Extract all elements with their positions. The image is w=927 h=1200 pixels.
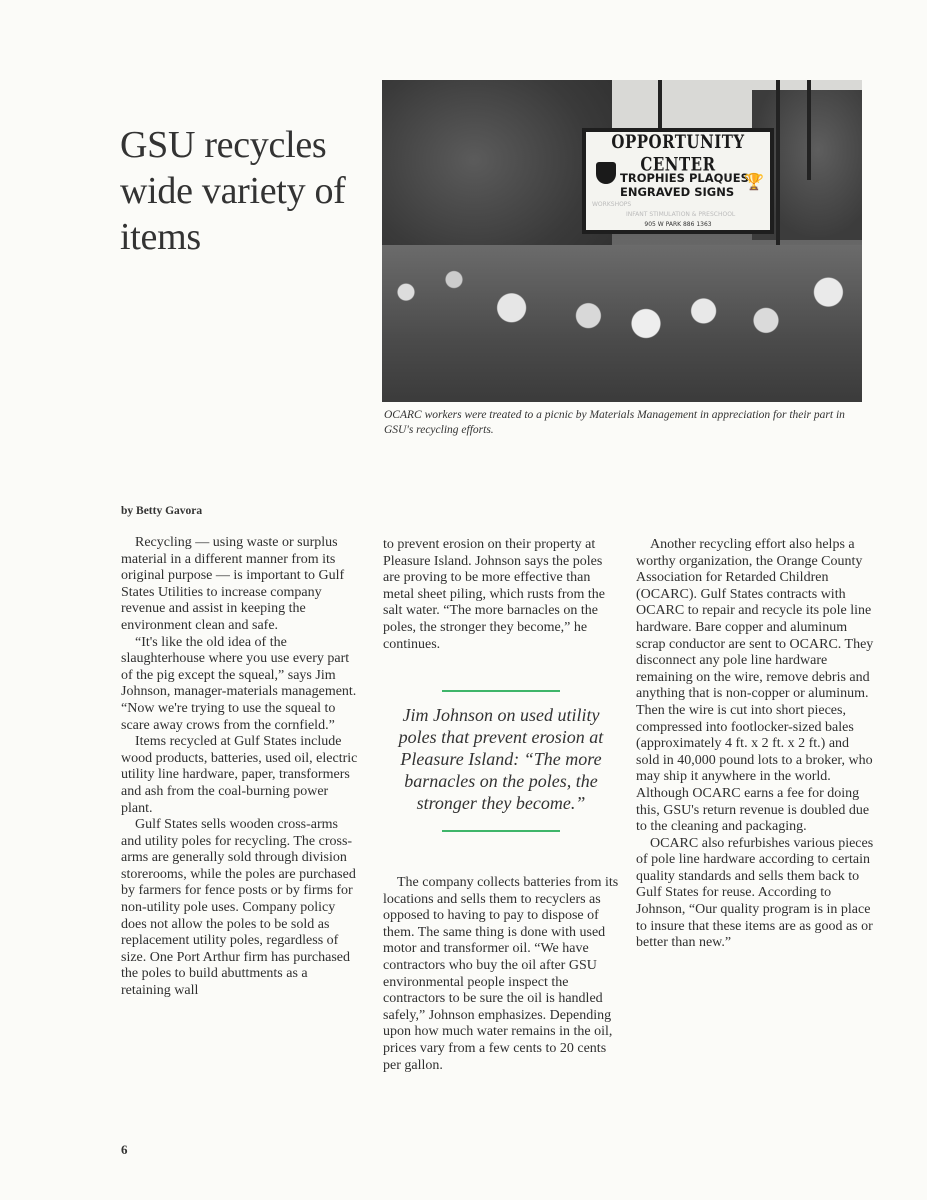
byline: by Betty Gavora — [121, 505, 203, 517]
paragraph: The company collects batteries from its locations and sells them to recyclers as opposed to having to pay to dispose of them. The same thing is done with used motor and transformer oil. “We have contractors who buy the oil after GSU environmental people inspect the contractors to be sure the oil is handled safely,” Johnson emphasizes. Depending upon how much water remains in the oil, prices vary from a few cents to 20 cents per gallon. — [383, 875, 619, 1073]
column-1 — [121, 535, 359, 1000]
pull-quote — [383, 690, 619, 832]
paragraph: Gulf States sells wooden cross-arms and utility poles for recycling. The cross-arms are generally sold through division storerooms, while the poles are purchased by farmers for fence posts or by firms for non-utility pole uses. Company policy does not allow the poles to be sold as replacement utility poles, regardless of size. One Port Arthur firm has purchased the poles to build abuttments as a retaining wall — [121, 817, 356, 999]
sign-line-2: ENGRAVED SIGNS — [620, 185, 735, 199]
photo-crowd — [382, 245, 862, 402]
paragraph: OCARC also refurbishes various pieces of pole line hardware according to certain quality standards and sells them back to Gulf States for reuse. According to Johnson, “Our quality program is in place to insure that these items are as good as or better than new.” — [636, 835, 874, 951]
page-number: 6 — [121, 1142, 128, 1157]
paragraph: Items recycled at Gulf States include wood products, batteries, used oil, electric utility line hardware, paper, transformers and ash from the coal-burning power plant. — [121, 734, 358, 816]
paragraph: Another recycling effort also helps a worthy organization, the Orange County Association for Retarded Children (OCARC). Gulf States contracts with OCARC to repair and recycle its pole line hardware. Bare copper and aluminum scrap conductor are sent to OCARC. They disconnect any pole line hardware remaining on the wire, remove debris and anything that is non-copper or aluminum. Then the wire is cut into short pieces, compressed into footlocker-sized bales (approximately 4 ft. x 2 ft. x 2 ft.) and sold in 40,000 pound lots to a broker, who may ship it anywhere in the world. Although OCARC earns a fee for doing this, GSU's return revenue is doubled due to the cleaning and packaging. — [636, 537, 874, 835]
sign-address: 905 W PARK 886 1363 — [644, 221, 712, 228]
group-photo — [382, 80, 862, 402]
utility-pole — [807, 80, 811, 180]
pullquote-text: Jim Johnson on used utility poles that prevent erosion at Pleasure Island: “The more barnacles on the poles, the stronger they become.” — [398, 705, 604, 813]
paragraph: to prevent erosion on their property at Pleasure Island. Johnson says the poles are proving to be more effective than metal sheet piling, which rusts from the salt water. “The more barnacles on the poles, the stronger they become,” he continues. — [383, 537, 606, 652]
headline: GSU recycles wide variety of items — [120, 124, 346, 258]
pullquote-rule-top — [442, 690, 560, 692]
sign-small-line-2: INFANT STIMULATION & PRESCHOOL — [626, 211, 736, 218]
utility-pole — [658, 80, 662, 130]
paragraph: Recycling — using waste or surplus material in a different manner from its original purpose — is important to Gulf States Utilities to increase company revenue and assist in keeping the environment clean and safe. — [121, 535, 345, 633]
paragraph: “It's like the old idea of the slaughterhouse where you use every part of the pig except the squeal,” says Jim Johnson, manager-materials management. “Now we're trying to use the squeal to scare away crows from the cornfield.” — [121, 634, 357, 733]
sign-title: OPPORTUNITY CENTER — [611, 130, 745, 176]
utility-pole — [776, 80, 780, 245]
sign-small-line-1: WORKSHOPS — [592, 201, 632, 208]
opportunity-center-sign — [582, 128, 774, 234]
column-2-top — [383, 537, 621, 653]
sign-line-1: TROPHIES PLAQUES — [620, 171, 749, 185]
shield-icon — [596, 162, 616, 184]
pullquote-rule-bottom — [442, 830, 560, 832]
trophy-icon: 🏆 — [744, 174, 764, 191]
column-3 — [636, 537, 874, 952]
photo-caption: OCARC workers were treated to a picnic by Materials Management in appreciation for their part in GSU's recycling efforts. — [384, 409, 845, 436]
column-2-bottom — [383, 875, 621, 1074]
